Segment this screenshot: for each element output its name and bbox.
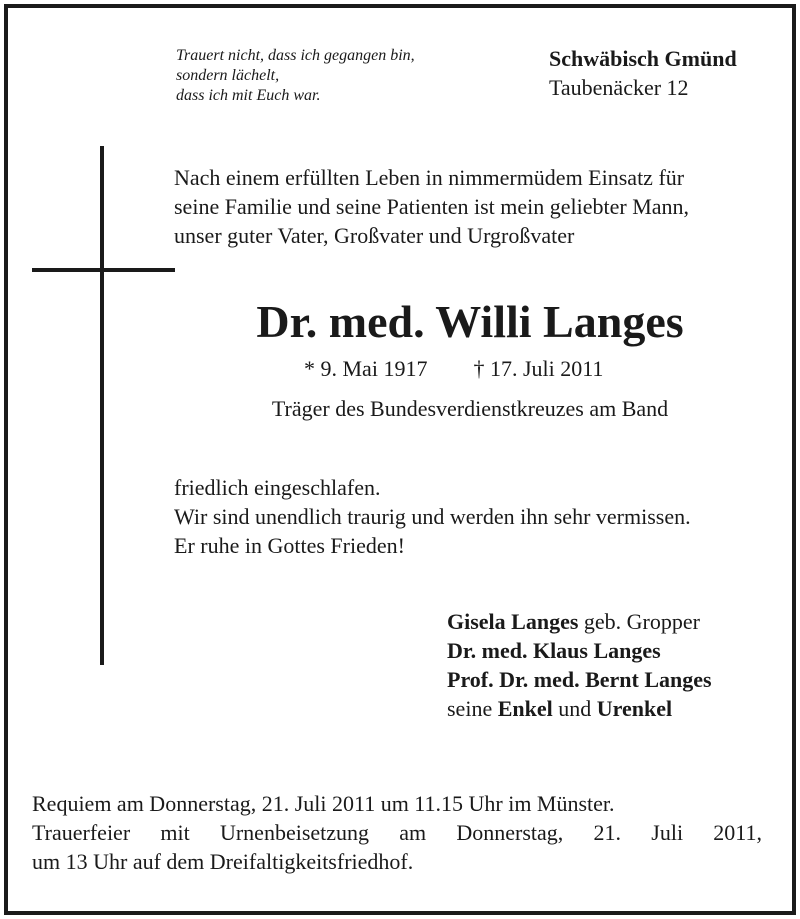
intro-line: seine Familie und seine Patienten ist mein geliebter Mann, bbox=[174, 194, 690, 219]
service-line: um 13 Uhr auf dem Dreifaltigkeitsfriedhof. bbox=[32, 849, 414, 874]
service-line: Requiem am Donnerstag, 21. Juli 2011 um 11.15 Uhr im Münster. bbox=[32, 791, 615, 816]
deceased-name: Dr. med. Willi Langes bbox=[256, 296, 684, 347]
birth-date: * 9. Mai 1917 bbox=[304, 356, 428, 381]
address-street: Taubenäcker 12 bbox=[549, 75, 689, 100]
family-son: Dr. med. Klaus Langes bbox=[447, 638, 661, 663]
intro-text bbox=[174, 163, 689, 250]
family-grandchildren bbox=[447, 694, 712, 723]
wife-maiden: geb. Gropper bbox=[578, 609, 700, 634]
life-dates bbox=[304, 355, 603, 383]
intro-line: Nach einem erfüllten Leben in nimmermüdem Einsatz für bbox=[174, 165, 685, 190]
passing-line: friedlich eingeschlafen. bbox=[174, 475, 381, 500]
grand-and: und bbox=[552, 696, 597, 721]
poem-line: dass ich mit Euch war. bbox=[176, 87, 321, 104]
award-line: Träger des Bundesverdienstkreuzes am Band bbox=[271, 396, 669, 421]
passing-text bbox=[174, 473, 691, 560]
grandchildren-word: Enkel bbox=[497, 696, 553, 721]
intro-line: unser guter Vater, Großvater und Urgroßvater bbox=[174, 223, 575, 248]
poem-line: Trauert nicht, dass ich gegangen bin, bbox=[176, 47, 415, 64]
family-son: Prof. Dr. med. Bernt Langes bbox=[447, 667, 712, 692]
family-signatures bbox=[447, 607, 712, 723]
passing-line: Wir sind unendlich traurig und werden ihn sehr vermissen. bbox=[174, 504, 691, 529]
service-details bbox=[32, 789, 762, 876]
poem-line: sondern lächelt, bbox=[176, 67, 280, 84]
notice-border bbox=[4, 4, 796, 915]
death-date: † 17. Juli 2011 bbox=[473, 356, 604, 381]
family-wife bbox=[447, 607, 712, 636]
service-line: Trauerfeier mit Urnenbeisetzung am Donnerstag, 21. Juli 2011, bbox=[32, 820, 762, 845]
great-grandchildren-word: Urenkel bbox=[596, 696, 673, 721]
grand-prefix: seine bbox=[447, 696, 498, 721]
cross-icon-horizontal bbox=[32, 268, 175, 272]
address-city: Schwäbisch Gmünd bbox=[549, 46, 737, 71]
passing-line: Er ruhe in Gottes Frieden! bbox=[174, 533, 405, 558]
address-block bbox=[549, 44, 737, 102]
wife-name: Gisela Langes bbox=[447, 609, 579, 634]
poem-verse bbox=[176, 46, 415, 106]
